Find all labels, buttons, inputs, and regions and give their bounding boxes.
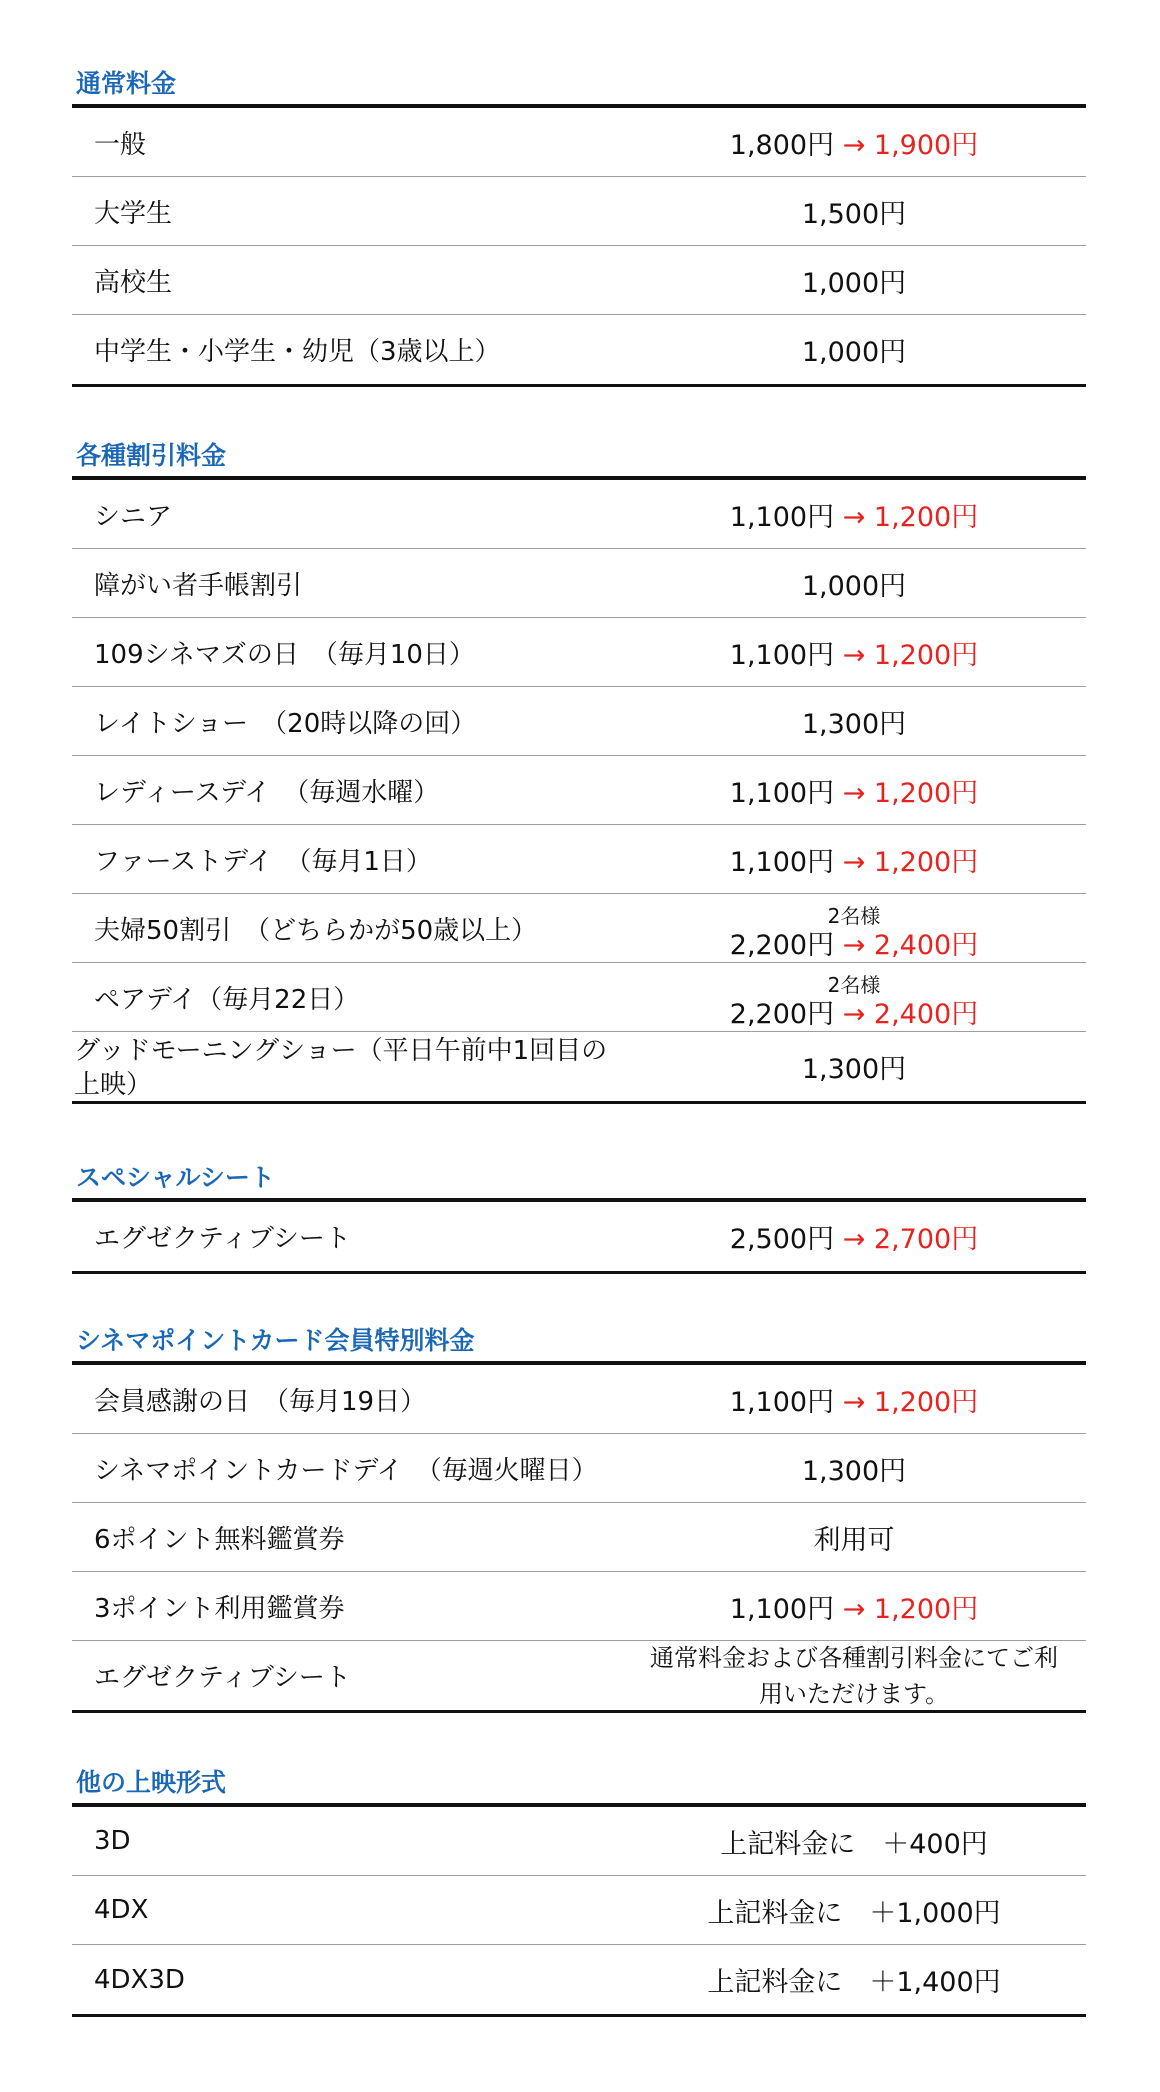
new-price: 1,200円 xyxy=(873,639,979,671)
price-value: 通常料金および各種割引料金にてご利用いただけます。 xyxy=(650,1643,1058,1708)
price-value: 1,300円 xyxy=(801,1054,907,1085)
row-label: シネマポイントカードデイ （毎週火曜日） xyxy=(94,1455,598,1486)
old-price: 2,500円 xyxy=(729,1224,835,1255)
price-rows xyxy=(72,1361,1086,1713)
row-label: グッドモーニングショー（平日午前中1回目の上映） xyxy=(74,1036,608,1100)
row-price xyxy=(622,618,1086,686)
arrow-icon: → xyxy=(842,1224,866,1255)
price-value: 上記料金に ＋1,000円 xyxy=(707,1897,1001,1929)
old-price: 1,100円 xyxy=(729,639,835,671)
row-price xyxy=(622,1503,1086,1571)
row-price xyxy=(622,1434,1086,1502)
section-title: 通常料金 xyxy=(76,69,177,98)
old-price: 2,200円 xyxy=(729,999,835,1030)
old-price: 2,200円 xyxy=(729,930,835,961)
row-price xyxy=(622,963,1086,1031)
section-title: 他の上映形式 xyxy=(76,1768,227,1797)
price-row xyxy=(72,1202,1086,1271)
row-label: ペアデイ（毎月22日） xyxy=(94,984,360,1015)
price-note: 2名様 xyxy=(827,904,881,928)
section-other-formats xyxy=(72,1763,1086,2017)
price-row xyxy=(72,480,1086,549)
row-price xyxy=(622,549,1086,617)
row-price xyxy=(622,1365,1086,1433)
price-rows xyxy=(72,476,1086,1104)
price-row xyxy=(72,1572,1086,1641)
section-discounts xyxy=(72,436,1086,1104)
row-label: エグゼクティブシート xyxy=(94,1663,351,1693)
new-price: 1,200円 xyxy=(873,846,979,878)
new-price: 2,400円 xyxy=(873,999,979,1030)
old-price: 1,100円 xyxy=(729,1593,835,1625)
arrow-icon: → xyxy=(842,639,866,671)
price-row xyxy=(72,1876,1086,1945)
price-rows xyxy=(72,1198,1086,1274)
arrow-icon: → xyxy=(842,999,866,1030)
row-price xyxy=(622,825,1086,893)
price-rows xyxy=(72,1803,1086,2017)
price-row xyxy=(72,1365,1086,1434)
row-label: 高校生 xyxy=(94,267,173,298)
row-label: 夫婦50割引 （どちらかが50歳以上） xyxy=(94,915,538,946)
old-price: 1,100円 xyxy=(729,1386,835,1418)
price-row xyxy=(72,1503,1086,1572)
row-price xyxy=(622,108,1086,176)
section-title: 各種割引料金 xyxy=(76,441,227,470)
price-value: 1,300円 xyxy=(801,1455,907,1487)
row-label: 3ポイント利用鑑賞券 xyxy=(94,1593,345,1624)
row-price xyxy=(622,1572,1086,1640)
price-note: 2名様 xyxy=(827,973,881,997)
new-price: 1,200円 xyxy=(873,501,979,533)
row-price xyxy=(622,315,1086,384)
row-label: 会員感謝の日 （毎月19日） xyxy=(94,1386,427,1417)
section-title: シネマポイントカード会員特別料金 xyxy=(76,1326,475,1355)
row-label: レイトショー （20時以降の回） xyxy=(94,708,477,739)
price-value: 1,000円 xyxy=(801,337,907,368)
row-label: 中学生・小学生・幼児（3歳以上） xyxy=(94,337,501,367)
new-price: 2,400円 xyxy=(873,930,979,961)
price-row xyxy=(72,1434,1086,1503)
price-row xyxy=(72,825,1086,894)
row-label: エグゼクティブシート xyxy=(94,1224,351,1254)
row-label: 一般 xyxy=(94,129,147,160)
price-value: 1,000円 xyxy=(801,267,907,299)
row-price xyxy=(622,756,1086,824)
row-label: シニア xyxy=(94,501,173,532)
price-row xyxy=(72,1641,1086,1710)
old-price: 1,100円 xyxy=(729,777,835,809)
new-price: 1,200円 xyxy=(873,777,979,809)
section-point-card xyxy=(72,1321,1086,1713)
price-row xyxy=(72,177,1086,246)
price-row xyxy=(72,618,1086,687)
price-row xyxy=(72,687,1086,756)
row-price xyxy=(622,1202,1086,1271)
section-special-seat xyxy=(72,1158,1086,1274)
arrow-icon: → xyxy=(842,501,866,533)
new-price: 1,200円 xyxy=(873,1386,979,1418)
row-label: 4DX xyxy=(94,1895,149,1925)
row-price xyxy=(622,246,1086,314)
old-price: 1,100円 xyxy=(729,846,835,878)
new-price: 1,900円 xyxy=(873,129,979,161)
price-value: 上記料金に ＋1,400円 xyxy=(707,1967,1001,1998)
row-label: 大学生 xyxy=(94,198,173,229)
row-price xyxy=(622,1641,1086,1710)
row-label: 障がい者手帳割引 xyxy=(94,570,303,601)
row-price xyxy=(622,687,1086,755)
row-price xyxy=(622,1945,1086,2014)
new-price: 1,200円 xyxy=(873,1593,979,1625)
row-price xyxy=(622,1807,1086,1875)
section-title: スペシャルシート xyxy=(76,1163,275,1192)
price-value: 上記料金に ＋400円 xyxy=(720,1828,988,1860)
row-label: ファーストデイ （毎月1日） xyxy=(94,846,432,877)
price-row xyxy=(72,549,1086,618)
arrow-icon: → xyxy=(842,129,866,161)
arrow-icon: → xyxy=(842,846,866,878)
arrow-icon: → xyxy=(842,930,866,961)
price-row xyxy=(72,894,1086,963)
arrow-icon: → xyxy=(842,1386,866,1418)
price-value: 1,300円 xyxy=(801,708,907,740)
old-price: 1,800円 xyxy=(729,129,835,161)
price-row xyxy=(72,1032,1086,1101)
row-label: 109シネマズの日 （毎月10日） xyxy=(94,639,475,670)
price-row xyxy=(72,1807,1086,1876)
price-value: 1,500円 xyxy=(801,198,907,230)
row-price xyxy=(622,1876,1086,1944)
row-label: 6ポイント無料鑑賞券 xyxy=(94,1524,345,1555)
price-row xyxy=(72,246,1086,315)
section-regular xyxy=(72,64,1086,387)
row-price xyxy=(622,480,1086,548)
row-price xyxy=(622,894,1086,962)
price-rows xyxy=(72,104,1086,387)
price-row xyxy=(72,1945,1086,2014)
arrow-icon: → xyxy=(842,1593,866,1625)
price-row xyxy=(72,315,1086,384)
row-label: 3D xyxy=(94,1826,131,1856)
price-row xyxy=(72,963,1086,1032)
arrow-icon: → xyxy=(842,777,866,809)
price-row xyxy=(72,108,1086,177)
price-value: 利用可 xyxy=(813,1524,895,1556)
price-row xyxy=(72,756,1086,825)
row-price xyxy=(622,177,1086,245)
row-price xyxy=(622,1032,1086,1101)
row-label: レディースデイ （毎週水曜） xyxy=(94,777,440,808)
price-value: 1,000円 xyxy=(801,570,907,602)
new-price: 2,700円 xyxy=(873,1224,979,1255)
old-price: 1,100円 xyxy=(729,501,835,533)
row-label: 4DX3D xyxy=(94,1964,185,1995)
